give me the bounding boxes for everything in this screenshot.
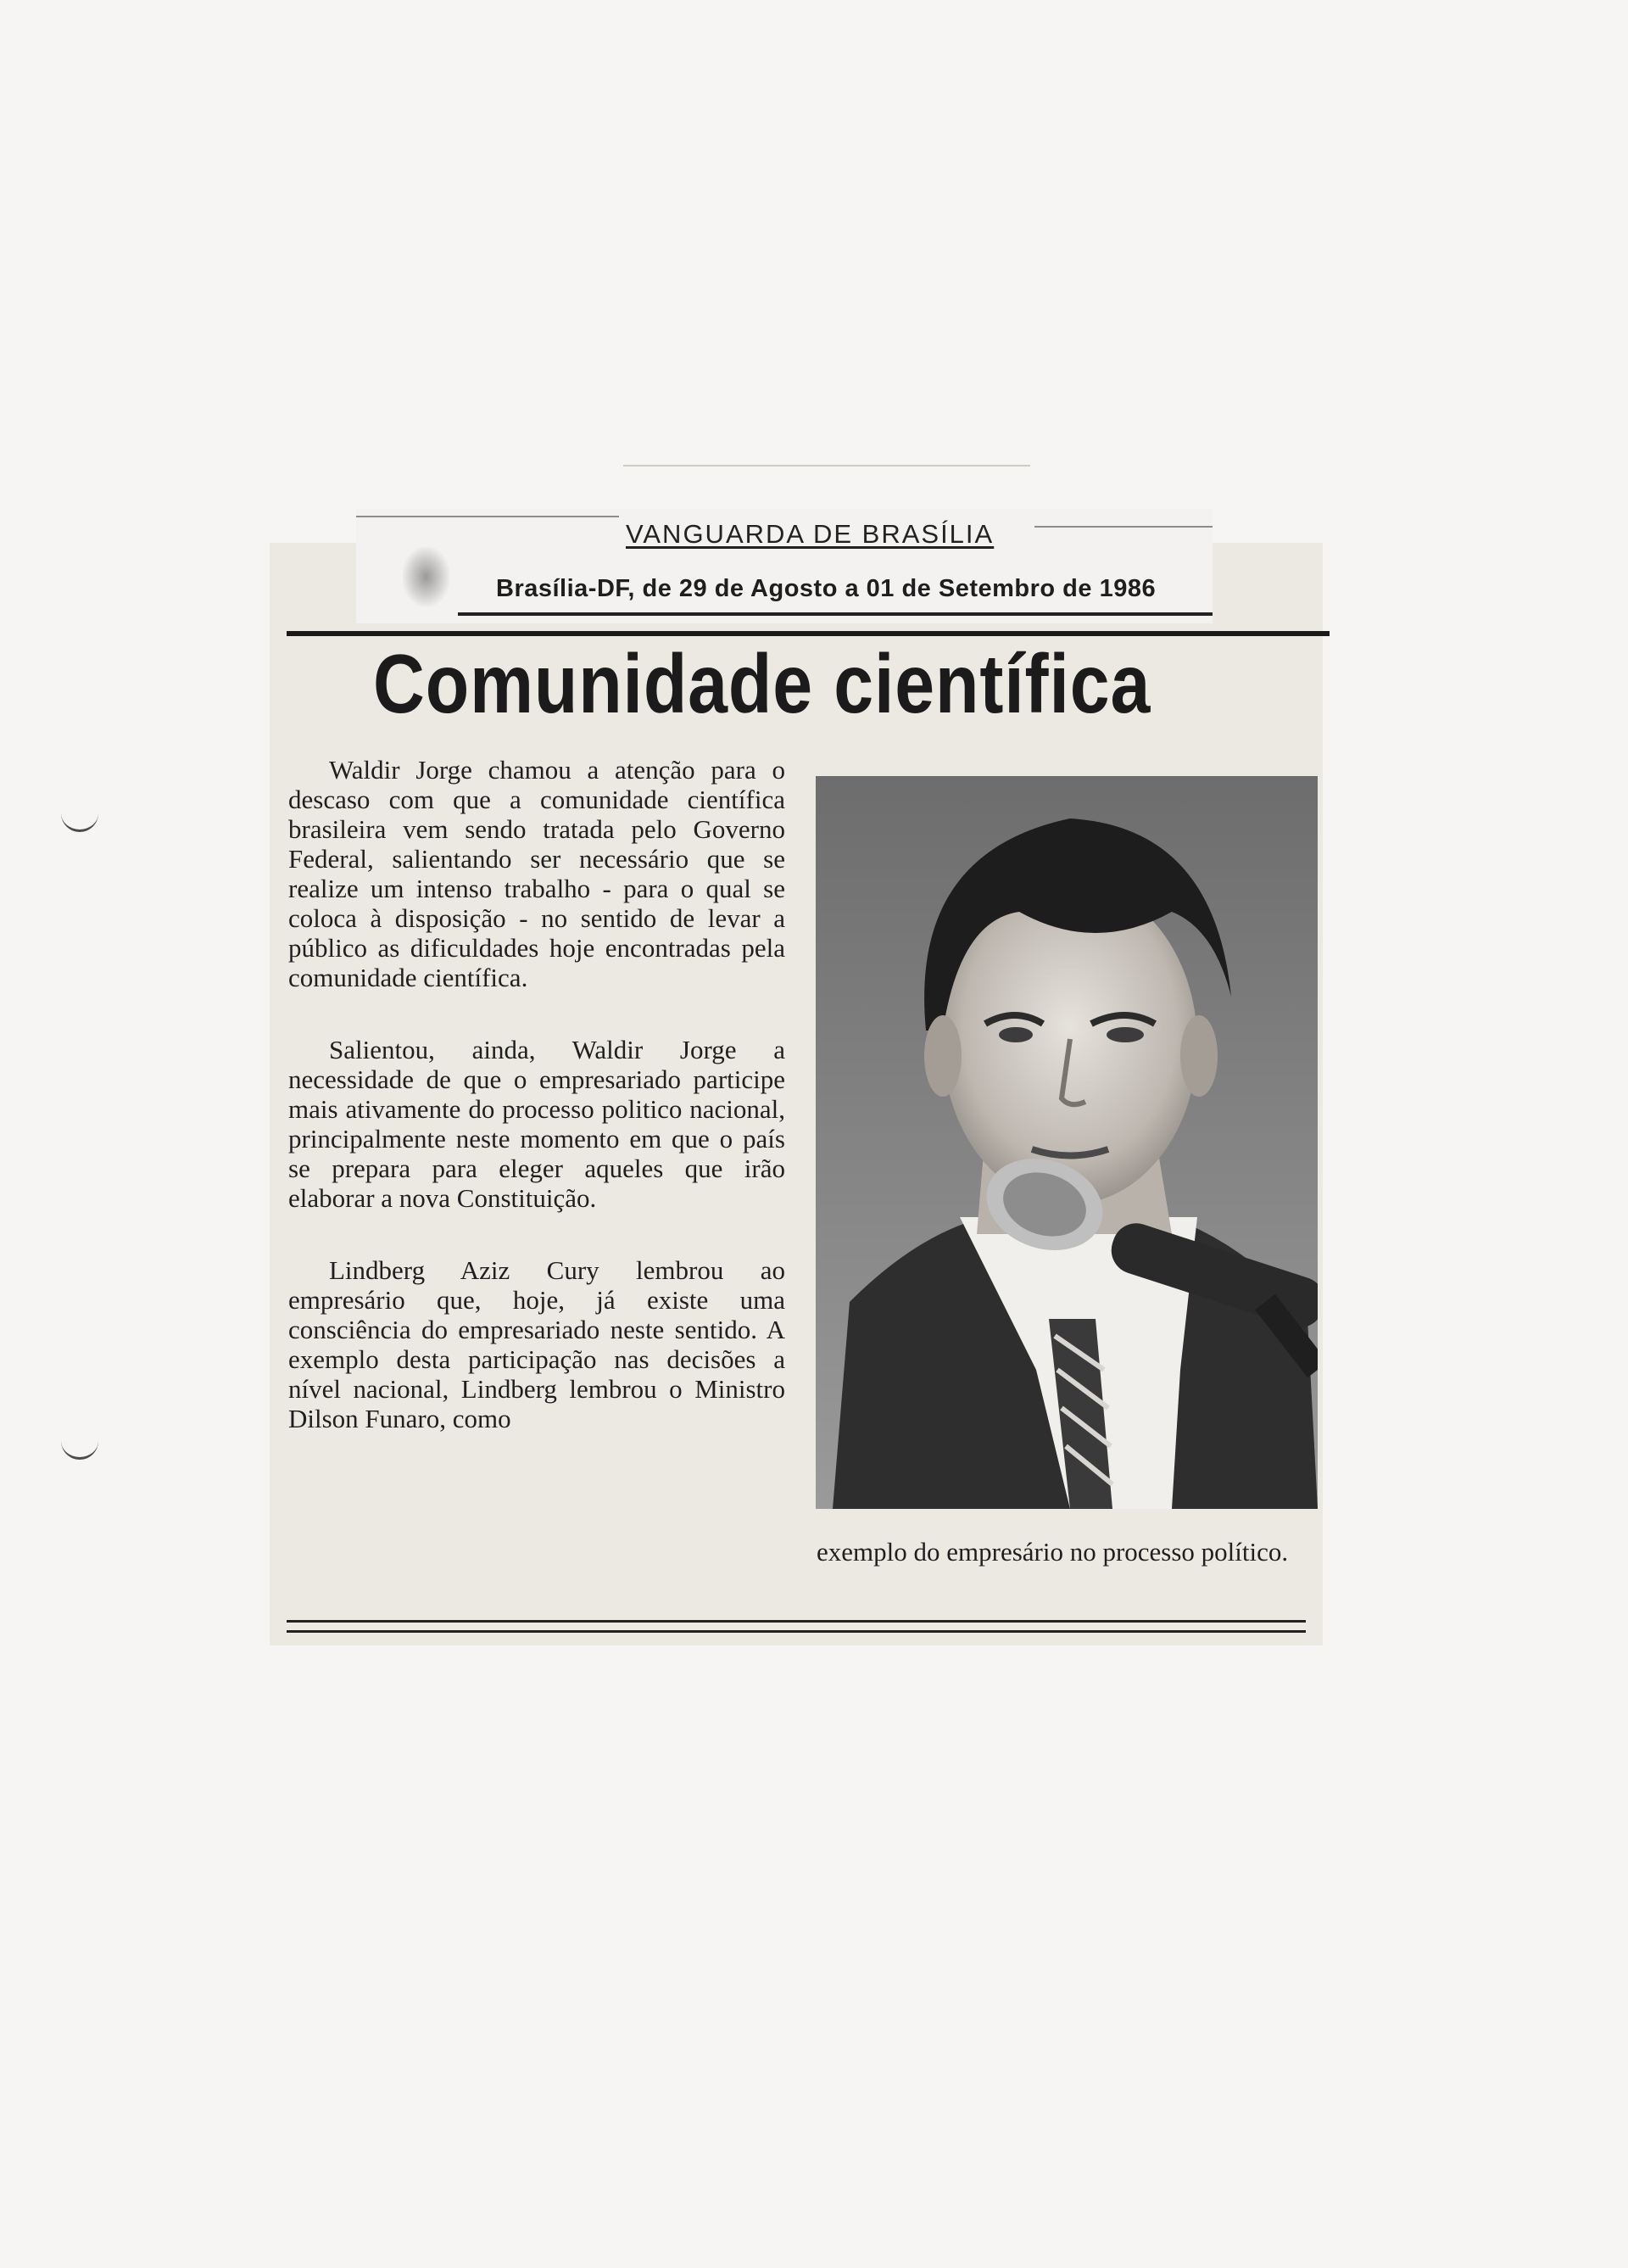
masthead-rule-left	[356, 516, 619, 517]
article-body	[288, 755, 785, 1476]
bottom-rule	[287, 1630, 1306, 1633]
smudge-mark	[403, 547, 449, 606]
punch-hole-bottom	[61, 1440, 98, 1460]
portrait-image	[816, 776, 1318, 1509]
masthead	[356, 509, 1213, 623]
punch-hole-top	[61, 813, 98, 832]
article-paragraph: Waldir Jorge chamou a atenção para o descaso com que a comunidade científica brasileira vem sendo tratada pelo Governo Federal, salientando ser necessário que se realize um intenso trabalho - para o qual se coloca à disposição - no sentido de levar a público as dificuldades hoje encontradas pela comunidade científica.	[288, 755, 785, 992]
article-paragraph: Salientou, ainda, Waldir Jorge a necessidade de que o empresariado participe mais ativamente do processo politico nacional, principalmente neste momento em que o país se prepara para eleger aqueles que irão elaborar a nova Constituição.	[288, 1035, 785, 1213]
article-paragraph: Lindberg Aziz Cury lembrou ao empresário que, hoje, já existe uma consciência do empresariado neste sentido. A exemplo desta participação nas decisões a nível nacional, Lindberg lembrou o Ministro Dilson Funaro, como	[288, 1255, 785, 1433]
dateline-rule	[458, 612, 1213, 616]
dateline: Brasília-DF, de 29 de Agosto a 01 de Setembro de 1986	[496, 575, 1157, 602]
article-headline: Comunidade científica	[373, 637, 1151, 730]
newspaper-name: VANGUARDA DE BRASÍLIA	[626, 519, 995, 549]
bottom-rule	[287, 1620, 1306, 1623]
faint-rule	[623, 465, 1030, 466]
portrait-photo	[816, 776, 1318, 1509]
article-continuation: exemplo do empresário no processo político.	[817, 1537, 1289, 1567]
masthead-rule-right	[1034, 526, 1213, 528]
